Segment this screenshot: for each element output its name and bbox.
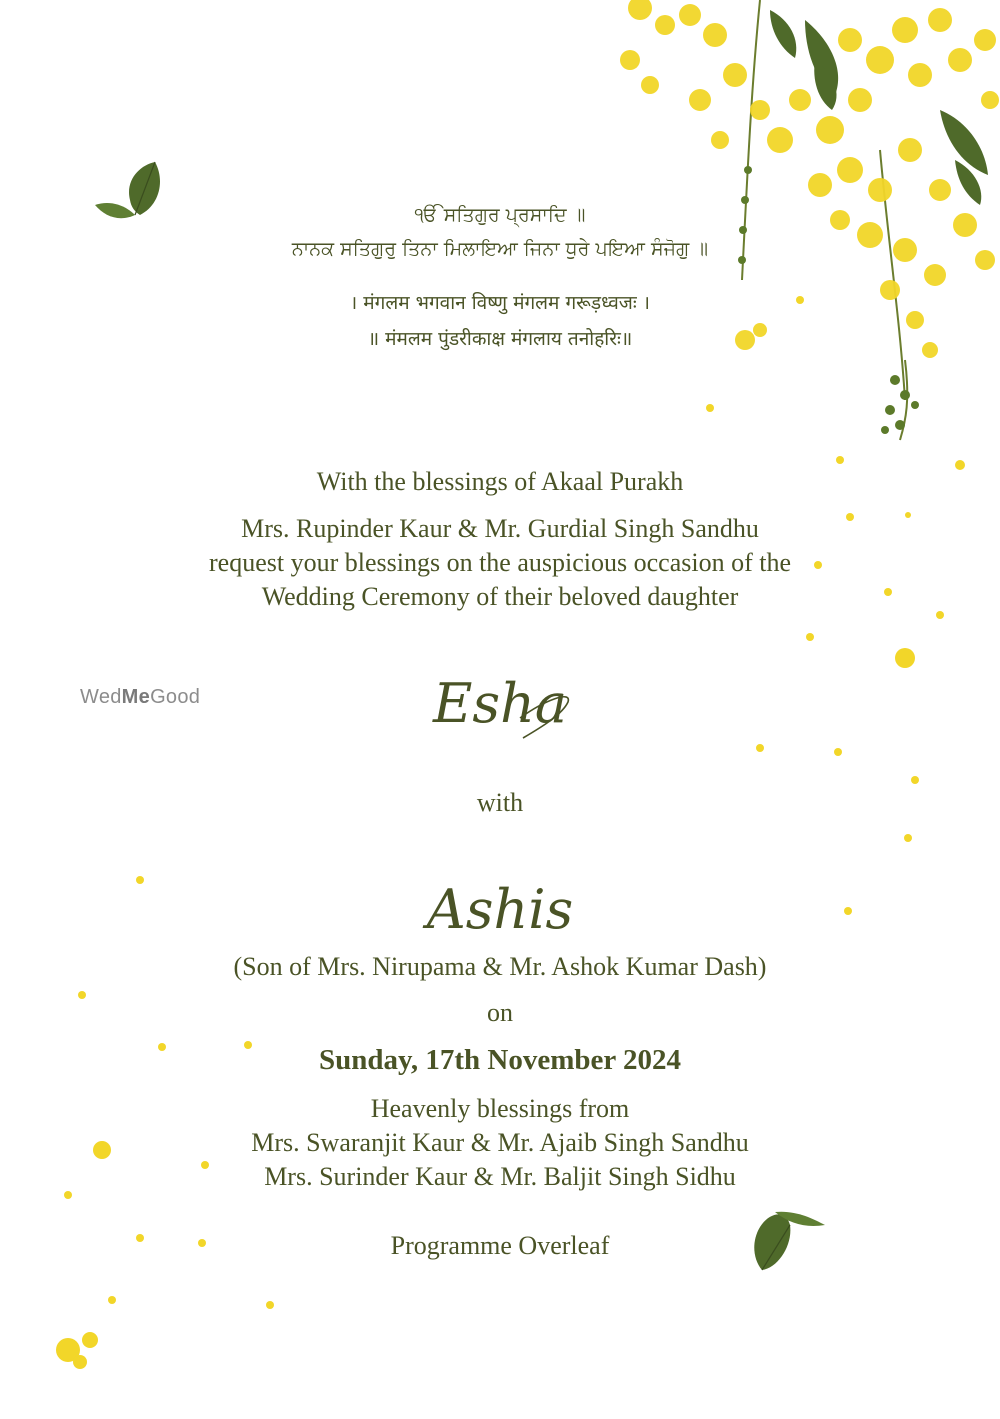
programme-overleaf: Programme Overleaf <box>390 1231 610 1260</box>
request-line-1: request your blessings on the auspicious occasion of the <box>209 548 791 577</box>
hosts-line: Mrs. Rupinder Kaur & Mr. Gurdial Singh Sandhu <box>241 514 759 543</box>
groom-parents: (Son of Mrs. Nirupama & Mr. Ashok Kumar Dash) <box>233 952 767 981</box>
grandparents-line-2: Mrs. Surinder Kaur & Mr. Baljit Singh Sidhu <box>264 1162 736 1191</box>
blessing-line: With the blessings of Akaal Purakh <box>316 467 684 496</box>
grandparents-line-1: Mrs. Swaranjit Kaur & Mr. Ajaib Singh Sandhu <box>251 1128 749 1157</box>
groom-name: Ashis <box>426 878 574 941</box>
sanskrit-line-2: ॥ मंमलम पुंडरीकाक्ष मंगलाय तनोहरिः॥ <box>367 328 633 350</box>
on-text: on <box>487 998 513 1027</box>
watermark: WedMeGood <box>80 686 201 708</box>
scattered-petals <box>56 296 965 1369</box>
sanskrit-line-1: । मंगलम भगवान विष्णु मंगलम गरूड़ध्वजः । <box>350 292 650 314</box>
with-text: with <box>476 788 524 817</box>
request-line-2: Wedding Ceremony of their beloved daughter <box>261 582 739 611</box>
bride-name: Esha <box>432 672 568 735</box>
gurmukhi-line-1: ੴ ਸਤਿਗੁਰ ਪ੍ਰਸਾਦਿ ॥ <box>414 204 586 226</box>
gurmukhi-line-2: ਨਾਨਕ ਸਤਿਗੁਰੁ ਤਿਨਾ ਮਿਲਾਇਆ ਜਿਨਾ ਧੁਰੇ ਪਇਆ ਸੰਜੋਗੁ ॥ <box>291 238 709 260</box>
wedding-date: Sunday, 17th November 2024 <box>318 1044 682 1076</box>
heavenly-blessings-line: Heavenly blessings from <box>370 1094 630 1123</box>
